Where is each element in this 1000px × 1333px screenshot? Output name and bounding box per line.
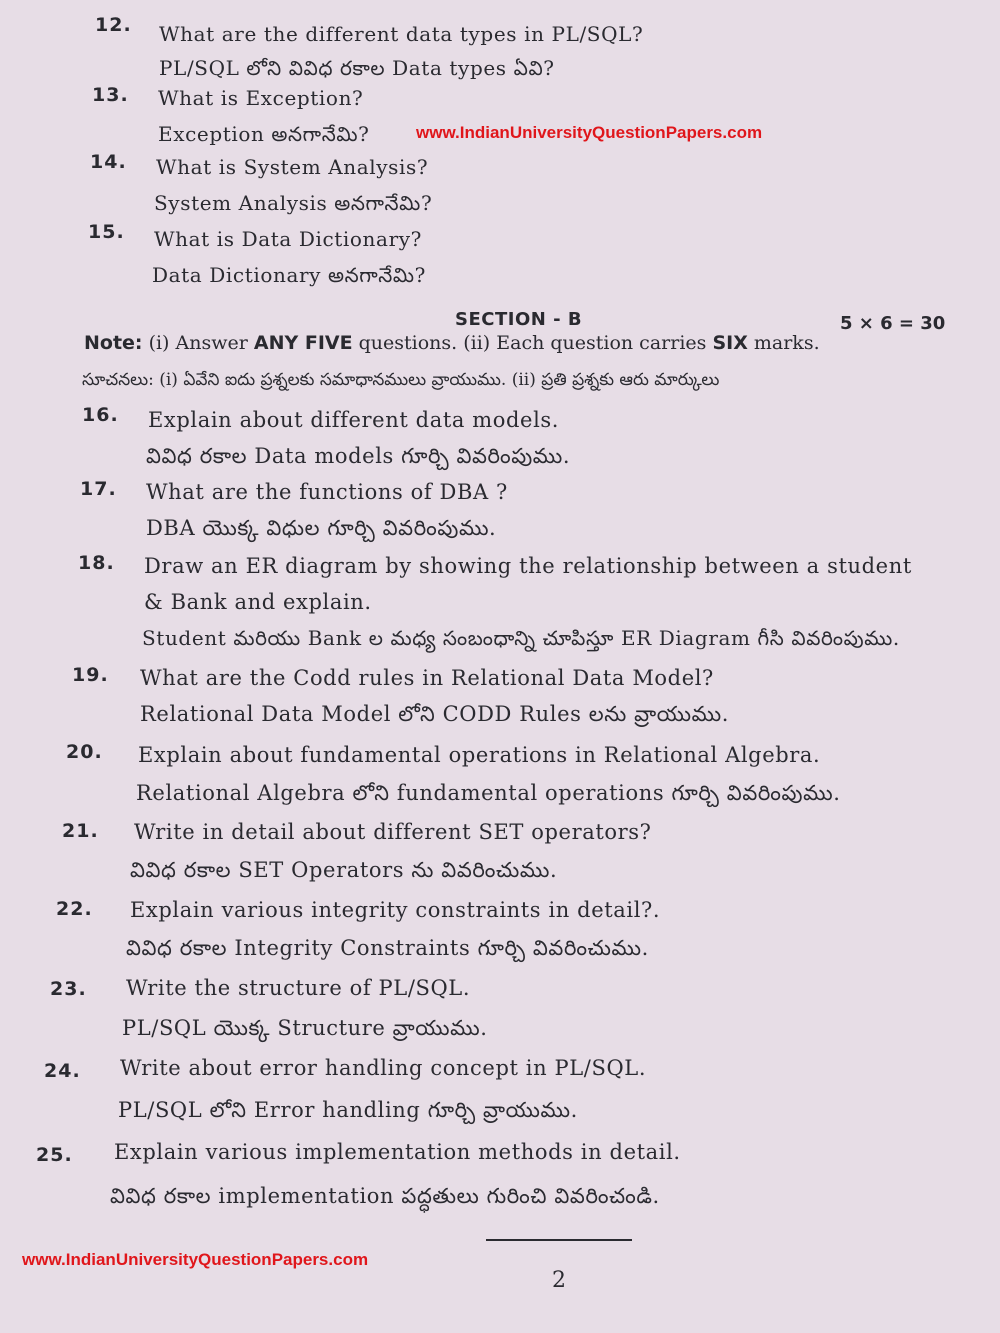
question-text-telugu: DBA యొక్క విధుల గూర్చి వివరింపుము. xyxy=(146,516,497,540)
question-text-english: What are the functions of DBA ? xyxy=(146,480,508,504)
question-text-english: Explain various implementation methods in detail. xyxy=(114,1140,681,1164)
question-text-telugu: వివిధ రకాల implementation పద్ధతులు గురించి వివరించండి. xyxy=(110,1184,660,1208)
question-text-english: Write the structure of PL/SQL. xyxy=(126,976,471,1000)
note-label: Note: xyxy=(84,332,143,354)
page-number: 2 xyxy=(552,1268,566,1293)
question-text-telugu: Exception అనగానేమి? xyxy=(158,122,370,146)
question-number: 19. xyxy=(72,664,109,686)
question-text-english: Explain various integrity constraints in detail?. xyxy=(130,898,661,922)
question-text-english: What is System Analysis? xyxy=(156,155,429,179)
question-text-english: Write about error handling concept in PL/SQL. xyxy=(120,1056,647,1080)
question-text-english: What is Exception? xyxy=(158,86,364,110)
question-text-telugu: వివిధ రకాల Integrity Constraints గూర్చి వివరించుము. xyxy=(126,936,649,960)
question-text-telugu: Data Dictionary అనగానేమి? xyxy=(152,263,426,287)
question-text-english: What is Data Dictionary? xyxy=(154,227,422,251)
question-number: 21. xyxy=(62,820,99,842)
question-number: 24. xyxy=(44,1060,81,1082)
end-rule xyxy=(486,1239,632,1241)
question-number: 15. xyxy=(88,221,125,243)
question-text-english: Explain about different data models. xyxy=(148,408,560,432)
question-text-english: Explain about fundamental operations in Relational Algebra. xyxy=(138,743,821,767)
question-text-english-continued: & Bank and explain. xyxy=(144,590,372,614)
section-note-telugu: సూచనలు: (i) ఏవేని ఐదు ప్రశ్నలకు సమాధానములు వ్రాయుము. (ii) ప్రతి ప్రశ్నకు ఆరు మార్కులు xyxy=(82,370,720,390)
question-text-english: What are the different data types in PL/SQL? xyxy=(159,22,644,46)
note-text: (i) Answer xyxy=(142,332,254,354)
question-number: 17. xyxy=(80,478,117,500)
section-title: SECTION - B xyxy=(455,309,583,330)
question-text-telugu: PL/SQL యొక్క Structure వ్రాయుము. xyxy=(122,1016,488,1040)
watermark-top: www.IndianUniversityQuestionPapers.com xyxy=(416,123,763,142)
question-number: 25. xyxy=(36,1144,73,1166)
question-number: 18. xyxy=(78,552,115,574)
question-text-english: Write in detail about different SET operators? xyxy=(134,820,652,844)
question-text-english: What are the Codd rules in Relational Data Model? xyxy=(140,666,714,690)
note-emphasis: ANY FIVE xyxy=(253,332,353,354)
question-number: 23. xyxy=(50,978,87,1000)
question-text-telugu: Relational Data Model లోని CODD Rules లను వ్రాయుము. xyxy=(140,702,729,726)
question-text-english: Draw an ER diagram by showing the relationship between a student xyxy=(144,554,912,578)
question-text-telugu: Relational Algebra లోని fundamental operations గూర్చి వివరింపుము. xyxy=(136,781,841,805)
section-note xyxy=(84,332,820,354)
question-number: 12. xyxy=(95,14,132,36)
question-text-telugu: PL/SQL లోని వివిధ రకాల Data types ఏవి? xyxy=(159,56,555,80)
note-text: questions. (ii) Each question carries xyxy=(352,332,713,354)
section-marks: 5 × 6 = 30 xyxy=(840,313,946,334)
note-text: marks. xyxy=(747,332,820,354)
question-number: 14. xyxy=(90,151,127,173)
question-text-telugu: PL/SQL లోని Error handling గూర్చి వ్రాయుము. xyxy=(118,1098,578,1122)
watermark-bottom: www.IndianUniversityQuestionPapers.com xyxy=(22,1250,369,1269)
question-text-telugu: System Analysis అనగానేమి? xyxy=(154,191,433,215)
question-text-telugu: వివిధ రకాల Data models గూర్చి వివరింపుము. xyxy=(146,444,571,468)
question-number: 22. xyxy=(56,898,93,920)
question-text-telugu: వివిధ రకాల SET Operators ను వివరించుము. xyxy=(130,858,558,882)
note-emphasis: SIX xyxy=(712,332,748,354)
question-number: 16. xyxy=(82,404,119,426)
question-text-telugu: Student మరియు Bank ల మధ్య సంబంధాన్ని చూపిస్తూ ER Diagram గీసి వివరింపుము. xyxy=(142,626,900,650)
question-number: 13. xyxy=(92,84,129,106)
question-number: 20. xyxy=(66,741,103,763)
